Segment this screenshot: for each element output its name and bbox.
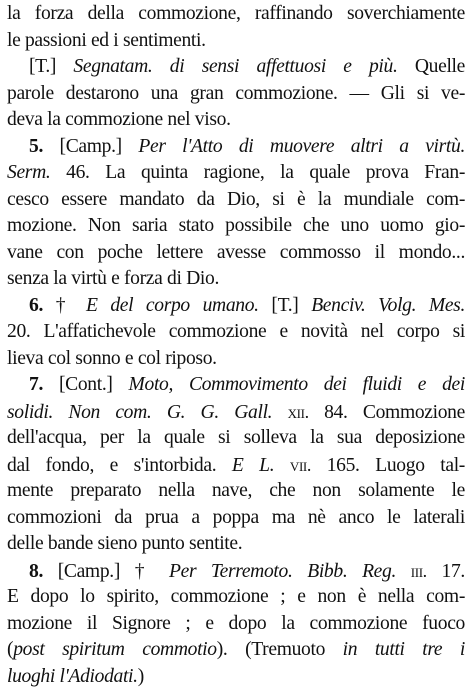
text-segment: 20. L'affatichevole commozione e novità nel corpo si xyxy=(7,321,465,342)
text-line xyxy=(7,584,465,611)
text-segment: parole destarono una gran commozione. — Gli si ve- xyxy=(7,83,465,104)
italic-citation: solidi. Non com. G. G. Gall. xyxy=(7,402,272,423)
italic-citation: Moto, Commovimento dei fluidi e dei xyxy=(129,374,465,395)
entry-text-column xyxy=(7,1,465,690)
text-line xyxy=(7,240,465,267)
text-line xyxy=(7,664,465,690)
text-segment: dell'acqua, per la quale si solleva la sua deposizione xyxy=(7,427,465,448)
text-line xyxy=(7,452,465,479)
text-segment: 17. xyxy=(427,561,465,582)
text-segment: cesco essere mandato da Dio, si è la mundiale com- xyxy=(7,189,465,210)
text-line xyxy=(7,346,465,373)
text-segment: le passioni ed i sentimenti. xyxy=(7,30,206,51)
sense-number: 5. xyxy=(29,136,43,157)
text-line xyxy=(7,372,465,399)
text-segment: la forza della commozione, raffinando soverchiamente xyxy=(7,3,465,24)
italic-citation: post spiritum commotio xyxy=(13,639,217,660)
text-segment: mente preparato nella nave, che non solamente le xyxy=(7,480,465,501)
italic-citation: Segnatam. di sensi affettuosi e più. xyxy=(73,56,397,77)
sense-number: 8. xyxy=(29,561,43,582)
text-segment: ) xyxy=(138,666,144,687)
text-segment: senza la virtù e forza di Dio. xyxy=(7,268,219,289)
text-segment xyxy=(396,561,411,582)
text-segment: delle bande sieno punto sentite. xyxy=(7,533,242,554)
text-line xyxy=(7,293,465,320)
text-segment: vane con poche lettere avesse commosso il mondo... xyxy=(7,242,465,263)
text-segment: [Camp.] xyxy=(43,136,138,157)
sense-number: 7. xyxy=(29,374,43,395)
sense-number: 6. xyxy=(29,295,43,316)
text-line xyxy=(7,558,465,585)
italic-citation: Per l'Atto di muovere altri a virtù. xyxy=(138,136,465,157)
text-line xyxy=(7,1,465,28)
italic-citation: E del corpo umano. xyxy=(86,295,259,316)
text-line xyxy=(7,81,465,108)
text-line xyxy=(7,505,465,532)
text-segment: mozione. Non saria stato possibile che uno uomo gio- xyxy=(7,215,465,236)
text-line xyxy=(7,319,465,346)
text-segment xyxy=(272,402,287,423)
text-line xyxy=(7,107,465,134)
text-segment: [T.] xyxy=(259,295,311,316)
text-segment: commozioni da prua a poppa ma nè anco le laterali xyxy=(7,507,465,528)
text-segment: ( xyxy=(7,639,13,660)
italic-citation: Per Terremoto. Bibb. Reg. xyxy=(169,561,396,582)
text-segment: 165. Luogo tal- xyxy=(311,455,465,476)
text-line xyxy=(7,187,465,214)
text-line xyxy=(7,134,465,161)
text-line xyxy=(7,28,465,55)
text-line xyxy=(7,54,465,81)
text-line xyxy=(7,213,465,240)
text-segment xyxy=(274,455,290,476)
text-line xyxy=(7,637,465,664)
text-segment: [T.] xyxy=(29,56,73,77)
text-line xyxy=(7,425,465,452)
roman-volume-number: vii. xyxy=(290,455,311,475)
text-segment: [Camp.] † xyxy=(43,561,169,582)
text-segment: 46. La quinta ragione, la quale prova Fran- xyxy=(50,162,465,183)
italic-citation: in tutti tre i xyxy=(343,639,465,660)
text-line xyxy=(7,531,465,558)
text-segment: dal fondo, e s'intorbida. xyxy=(7,455,232,476)
text-segment: mozione il Signore ; e dopo la commozione fuoco xyxy=(7,613,465,634)
text-line xyxy=(7,478,465,505)
text-segment: † xyxy=(43,295,86,316)
italic-citation: Benciv. Volg. Mes. xyxy=(311,295,465,316)
text-segment: Quelle xyxy=(398,56,465,77)
italic-citation: Serm. xyxy=(7,162,50,183)
text-segment: 84. Commozione xyxy=(309,402,465,423)
italic-citation: luoghi l'Adiodati. xyxy=(7,666,138,687)
text-segment: ). (Tremuoto xyxy=(217,639,343,660)
text-line xyxy=(7,611,465,638)
text-segment: lieva col sonno e col riposo. xyxy=(7,348,217,369)
text-segment: [Cont.] xyxy=(43,374,129,395)
text-line xyxy=(7,160,465,187)
roman-volume-number: iii. xyxy=(411,561,427,581)
text-line xyxy=(7,399,465,426)
roman-volume-number: xii. xyxy=(288,402,309,422)
italic-citation: E L. xyxy=(232,455,274,476)
text-line xyxy=(7,266,465,293)
text-segment: E dopo lo spirito, commozione ; e non è nella com- xyxy=(7,586,465,607)
text-segment: deva la commozione nel viso. xyxy=(7,109,231,130)
